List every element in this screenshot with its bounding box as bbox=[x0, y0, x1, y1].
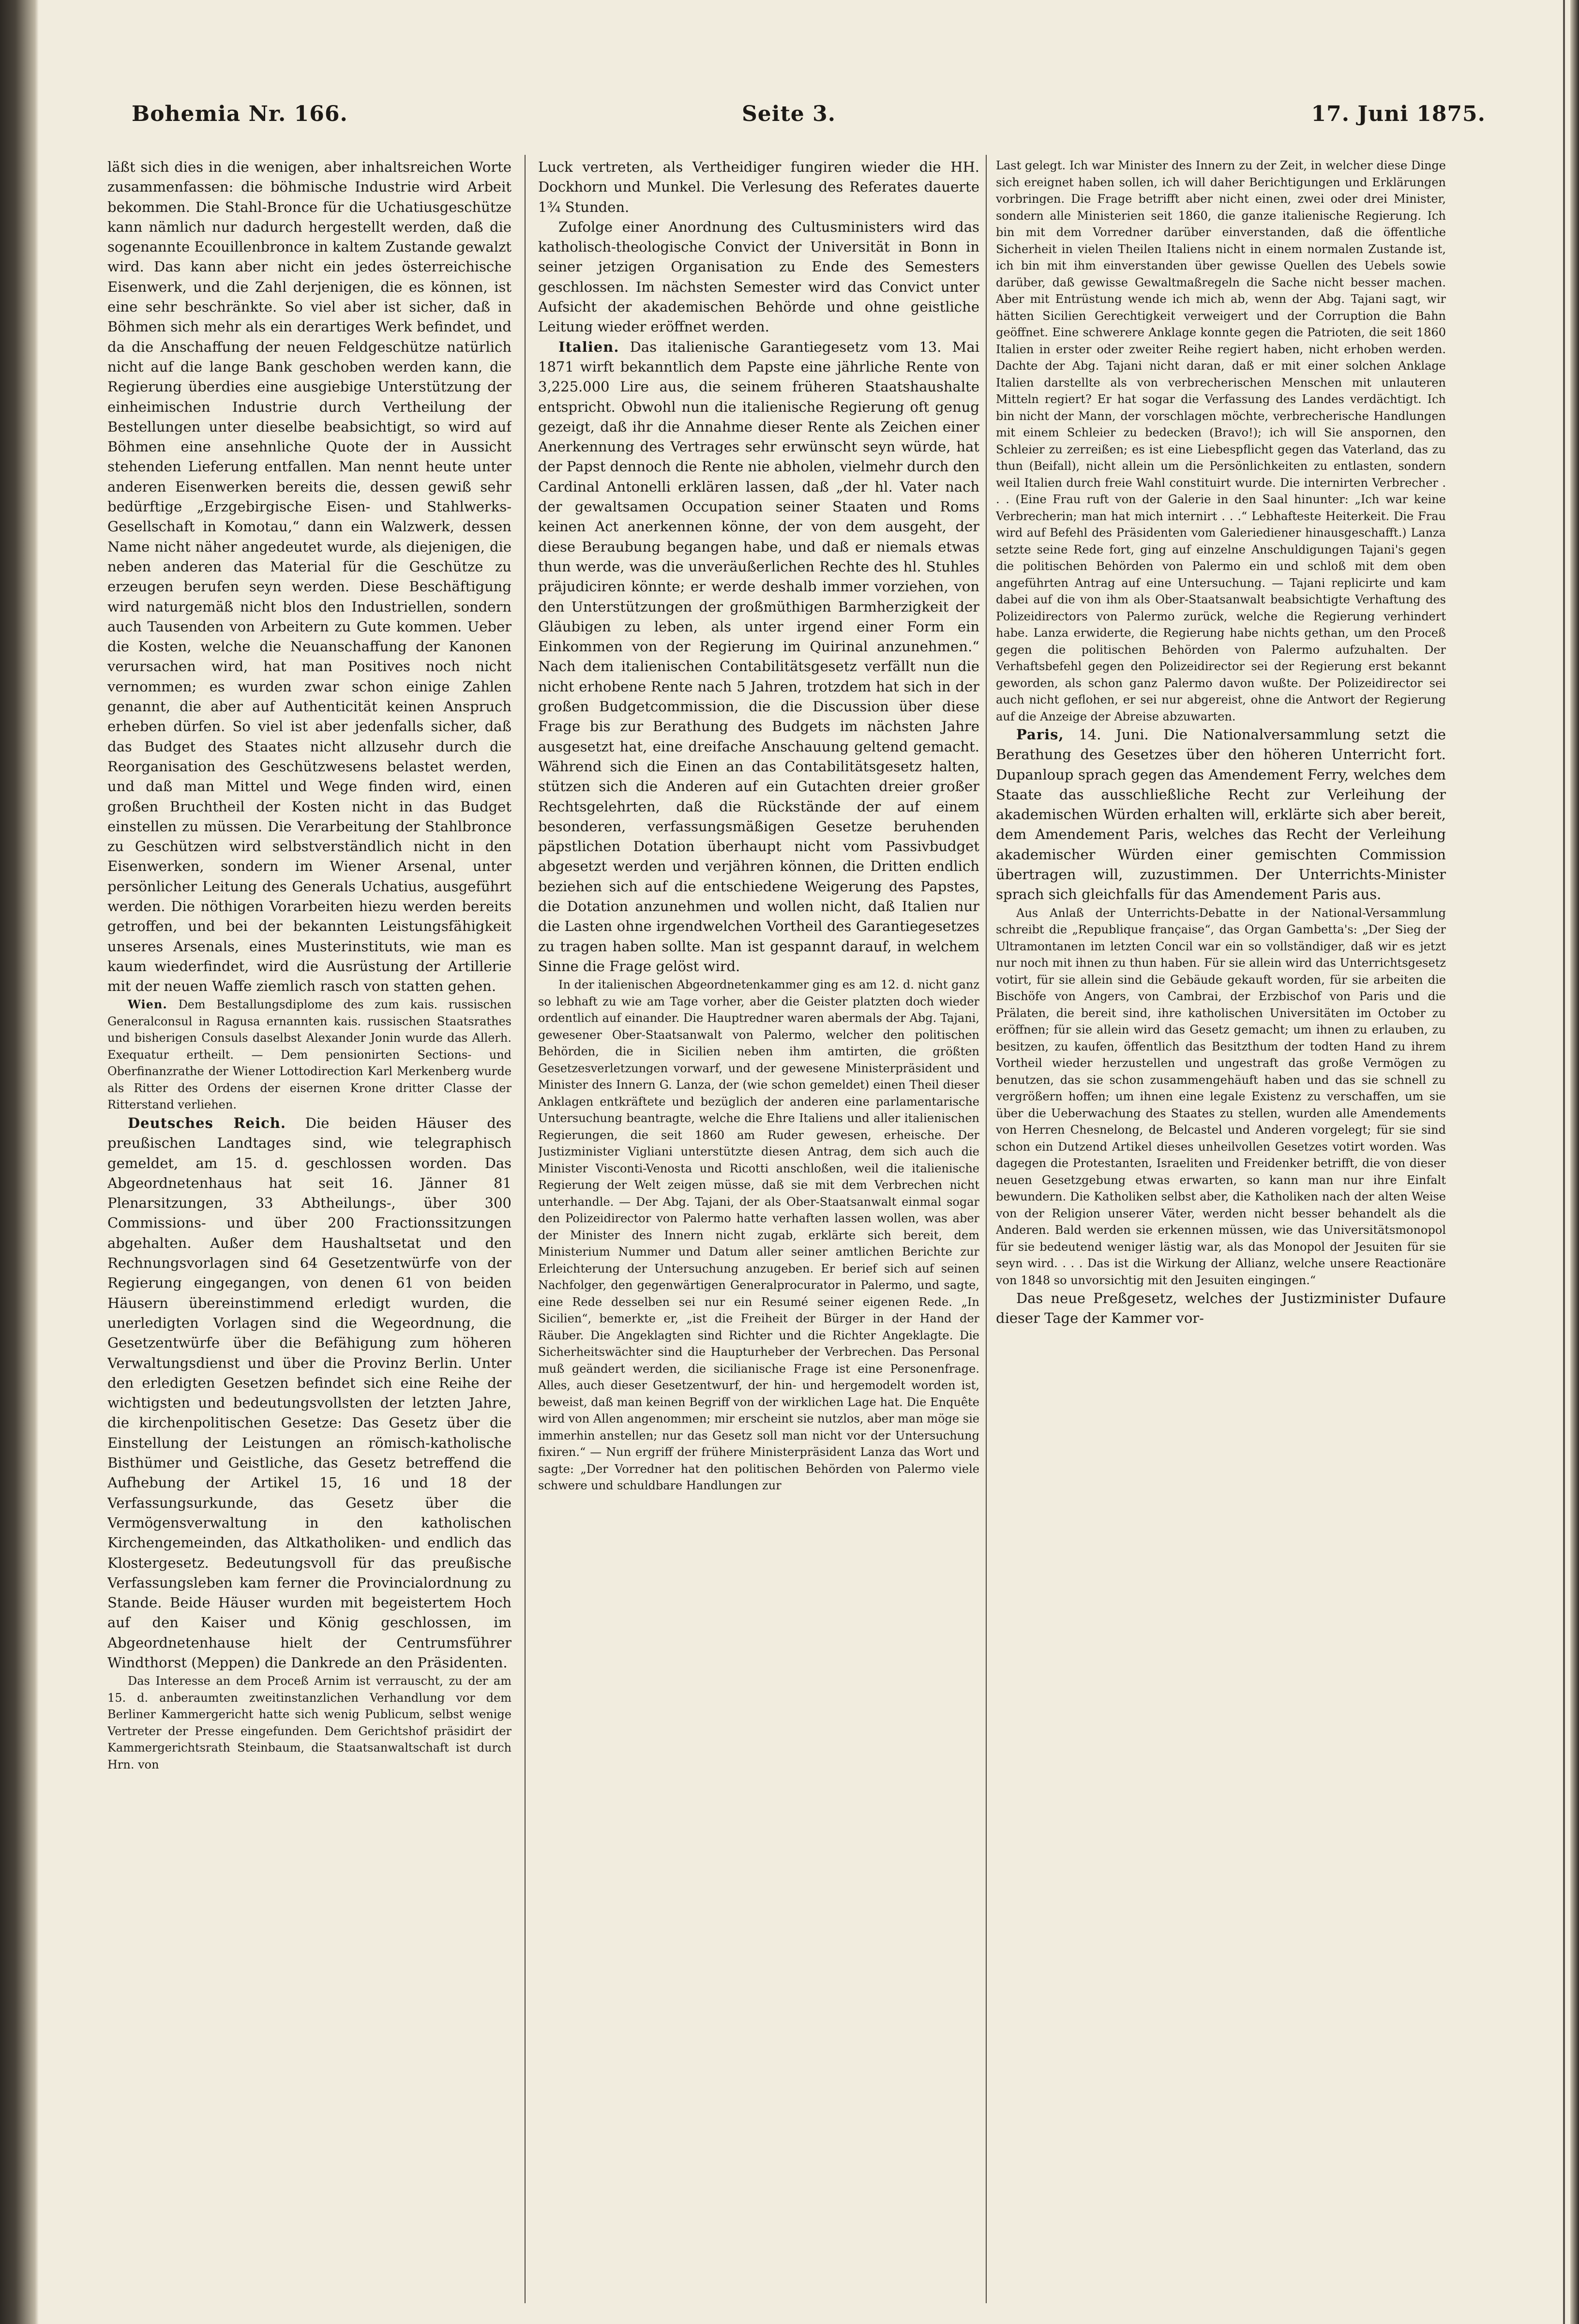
news-item-arnim: Das Interesse an dem Proceß Arnim ist verrauscht, zu der am 15. d. anberaumten zweitinstanzlichen Verhandlung vor dem Berliner Kammergericht hatte sich wenig Publicum, selbst wenige Vertreter der Presse eingefunden. Dem Gerichtshof präsidirt der Kammergerichtsrath Steinbaum, die Staatsanwaltschaft ist durch Hrn. von bbox=[107, 1674, 511, 1771]
news-item-bonn: Zufolge einer Anordnung des Cultusministers wird das katholisch-theologische Convict der Universität in Bonn in seiner jetzigen Organisation zu Ende des Semesters geschlossen. Im nächsten Semester wird das Convict unter Aufsicht der akademischen Behörde und ohne geistliche Leitung wieder eröffnet werden. bbox=[538, 218, 979, 335]
news-item-republique: Aus Anlaß der Unterrichts-Debatte in der National-Versammlung schreibt die „Republique française“, das Organ Gambetta's: „Der Sieg der Ultramontanen im letzten Concil war ein so vollständiger, daß wir es jetzt nur noch mit ihnen zu thun haben. Für sie allein wird das Unterrichtsgesetz votirt, für sie allein sind die Gebäude gekauft worden, für sie arbeiten die Bischöfe von Angers, von Cambrai, der Erzbischof von Paris und die Prälaten, die bereit sind, ihre katholischen Universitäten im October zu eröffnen; für sie allein wird das Gesetz gemacht; um ihnen zu erlauben, zu besitzen, zu kaufen, öffentlich das Besitzthum der todten Hand zu ihrem Vortheil wieder herzustellen und ungestraft das große Vermögen zu benutzen, das sie schon zusammengehäuft haben und das sie schnell zu vergrößern hoffen; um ihnen eine legale Existenz zu verschaffen, um sie über die Ueberwachung des Staates zu stellen, wurden alle Amendements von Herren Chesnelong, de Belcastel und Anderen vorgelegt; für sie sind schon ein Dutzend Artikel dieses unheilvollen Gesetzes votirt worden. Was dagegen die Protestanten, Israeliten und Freidenker betrifft, die von dieser neuen Gesetzgebung etwas erwarten, so kann man nur ihre Einfalt bewundern. Die Katholiken selbst aber, die Katholiken nach der alten Weise von der Religion unserer Väter, werden nicht besser behandelt als die Anderen. Bald werden sie erkennen müssen, wie das Universitätsmonopol für sie bedeutend weniger lästig war, als das Monopol der Jesuiten für sie seyn wird. . . . Das ist die Wirkung der Allianz, welche unsere Reactionäre von 1848 so unvorsichtig mit den Jesuiten eingingen.“ bbox=[996, 906, 1446, 1287]
article-text: Dem Bestallungsdiplome des zum kais. russischen Generalconsul in Ragusa ernannten kais. russischen Staatsrathes und bisherigen Consuls daselbst Alexander Jonin wurde das Allerh. Exequatur ertheilt. — Dem pensionirten Sections- und Oberfinanzrathe der Wiener Lottodirection Karl Merkenberg wurde als Ritter des Ordens der eisernen Krone dritter Classe der Ritterstand verliehen. bbox=[107, 998, 511, 1112]
news-item-wien bbox=[107, 996, 511, 1113]
dateline: Wien. bbox=[128, 997, 167, 1012]
article-text: läßt sich dies in die wenigen, aber inhaltsreichen Worte zusammenfassen: die böhmische Industrie wird Arbeit bekommen. Die Stahl-Bronce für die Uchatiusgeschütze kann nämlich nur dadurch hergestellt werden, daß die sogenannte Ecouillenbronce in kaltem Zustande gewalzt wird. Das kann aber nicht ein jedes österreichische Eisenwerk, und die Zahl derjenigen, die es können, ist eine sehr beschränkte. So viel aber ist sicher, daß in Böhmen sich mehr als ein derartiges Werk befindet, und da die Anschaffung der neuen Feldgeschütze natürlich nicht auf die lange Bank geschoben werden kann, die Regierung überdies eine ausgiebige Unterstützung der einheimischen Industrie durch Vertheilung der Bestellungen unter dieselbe beabsichtigt, so wird auf Böhmen eine ansehnliche Quote der in Aussicht stehenden Lieferung entfallen. Man nennt heute unter anderen Eisenwerken bereits die, dessen gewiß sehr bedürftige „Erzgebirgische Eisen- und Stahlwerks-Gesellschaft in Komotau,“ dann ein Walzwerk, dessen Name nicht näher angedeutet wurde, als diejenigen, die neben anderen das Material für die Geschütze zu erzeugen berufen seyn werden. Diese Beschäftigung wird naturgemäß nicht blos den Industriellen, sondern auch Tausenden von Arbeitern zu Gute kommen. Ueber die Kosten, welche die Neuanschaffung der Kanonen verursachen wird, hat man Positives noch nicht vernommen; es wurden zwar schon einige Zahlen genannt, die aber auf Authenticität keinen Anspruch erheben dürfen. So viel ist aber jedenfalls sicher, daß das Budget des Staates nicht allzusehr durch die Reorganisation des Geschützwesens belastet werden, und daß man Mittel und Wege finden wird, einen großen Bruchtheil der Kosten nicht in das Budget einstellen zu müssen. Die Verarbeitung der Stahlbronce zu Geschützen wird selbstverständlich nicht in den Eisenwerken, sondern im Wiener Arsenal, unter persönlicher Leitung des Generals Uchatius, ausgeführt werden. Die nöthigen Vorarbeiten hiezu werden bereits getroffen, und bei der bekannten Leistungsfähigkeit unseres Arsenals, eines Musterinstituts, wie man es kaum wiederfindet, wird die Ausrüstung der Artillerie mit der neuen Waffe ziemlich rasch von statten gehen. bbox=[107, 159, 511, 995]
page-edge bbox=[1570, 0, 1579, 2324]
scan-border-line bbox=[1563, 0, 1565, 2324]
news-item-paris bbox=[996, 725, 1446, 905]
column-rule bbox=[525, 155, 526, 2303]
article-text: Die beiden Häuser des preußischen Landtages sind, wie telegraphisch gemeldet, am 15. d. geschlossen worden. Das Abgeordnetenhaus hat seit 16. Jänner 81 Plenarsitzungen, 33 Abtheilungs-, über 300 Commissions- und über 200 Fractionssitzungen abgehalten. Außer dem Haushaltsetat und den Rechnungsvorlagen sind 64 Gesetzentwürfe von der Regierung eingegangen, von denen 61 von beiden Häusern übereinstimmend erledigt wurden, die unerledigten Vorlagen sind die Wegeordnung, die Gesetzentwürfe über die Befähigung zum höheren Verwaltungsdienst und über die Provinz Berlin. Unter den erledigten Gesetzen befindet sich eine Reihe der wichtigsten und bedeutungsvollsten der letzten Jahre, die kirchenpolitischen Gesetze: Das Gesetz über die Einstellung der Leistungen an römisch-katholische Bisthümer und Geistliche, das Gesetz betreffend die Aufhebung der Artikel 15, 16 und 18 der Verfassungsurkunde, das Gesetz über die Vermögensverwaltung in den katholischen Kirchengemeinden, das Altkatholiken- und endlich das Klostergesetz. Bedeutungsvoll für das preußische Verfassungsleben kam ferner die Provincialordnung zu Stande. Beide Häuser wurden mit begeistertem Hoch auf den Kaiser und König geschlossen, im Abgeordnetenhause hielt der Centrumsführer Windthorst (Meppen) die Dankrede an den Präsidenten. bbox=[107, 1114, 511, 1671]
masthead-issue: Bohemia Nr. 166. bbox=[132, 102, 348, 126]
column-rule bbox=[986, 155, 987, 2303]
article-text: Last gelegt. Ich war Minister des Innern zu der Zeit, in welcher diese Dinge sich ereignet haben sollen, ich will daher Berichtigungen und Erklärungen vorbringen. Die Frage betrifft aber nicht einen, zwei oder drei Minister, sondern alle Ministerien seit 1860, die ganze italienische Regierung. Ich bin mit dem Vorredner darüber einverstanden, daß die öffentliche Sicherheit in vielen Theilen Italiens nicht in einem normalen Zustande ist, ich bin mit ihm einverstanden über gewisse Quellen des Uebels sowie darüber, daß gewisse Gewaltmaßregeln die Sache nicht besser machen. Aber mit Entrüstung wende ich mich ab, wenn der Abg. Tajani sagt, wir hätten Sicilien Gerechtigkeit verweigert und der Corruption die Bahn geöffnet. Eine schwerere Anklage konnte gegen die Patrioten, die seit 1860 Italien in erster oder zweiter Reihe regiert haben, nicht erhoben werden. Dachte der Abg. Tajani nicht daran, daß er mit einer solchen Anklage Italien darstellte als von verbrecherischen Menschen mit unlauteren Mitteln regiert? Er hat sogar die Verfassung des Landes verdächtigt. Ich bin nicht der Mann, der vorschlagen möchte, verbrecherische Handlungen mit einem Schleier zu bedecken (Bravo!); ich will Sie anspornen, den Schleier zu zerreißen; es ist eine Liebespflicht gegen das Vaterland, das zu thun (Beifall), nicht allein um die Persönlichkeiten zu entlasten, sondern weil Italien durch freie Wahl constituirt wurde. Die internirten Verbrecher . . . (Eine Frau ruft von der Galerie in den Saal hinunter: „Ich war keine Verbrecherin; man hat mich internirt . . .“ Lebhafteste Heiterkeit. Die Frau wird auf Befehl des Präsidenten vom Galeriediener hinausgeschafft.) Lanza setzte seine Rede fort, ging auf einzelne Anschuldigungen Tajani's gegen die politischen Behörden von Palermo ein und schloß mit dem oben angeführten Antrag auf eine Untersuchung. — Tajani replicirte und kam dabei auf die von ihm als Ober-Staatsanwalt beabsichtigte Verhaftung des Polizeidirectors von Palermo zurück, welche die Regierung verhindert habe. Lanza erwiderte, die Regierung habe nichts gethan, um den Proceß gegen die politischen Behörden von Palermo aufzuhalten. Der Verhaftsbefehl gegen den Polizeidirector sei der Regierung erst bekannt geworden, als schon ganz Palermo davon wußte. Der Polizeidirector sei auch nicht geflohen, er sei nur abgereist, ohne die Antwort der Regierung auf die Anzeige der Abreise abzuwarten. bbox=[996, 159, 1446, 723]
dateline: Paris, bbox=[1016, 726, 1064, 743]
column-2 bbox=[538, 157, 979, 2277]
news-item-pressgesetz: Das neue Preßgesetz, welches der Justizminister Dufaure dieser Tage der Kammer vor- bbox=[996, 1290, 1446, 1327]
section-heading: Deutsches Reich. bbox=[128, 1114, 286, 1131]
column-1 bbox=[107, 157, 511, 2277]
column-3 bbox=[996, 157, 1446, 2296]
binding-shadow bbox=[0, 0, 39, 2324]
news-item-italien bbox=[538, 337, 979, 977]
news-item-kammer: In der italienischen Abgeordnetenkammer ging es am 12. d. nicht ganz so lebhaft zu wie am Tage vorher, aber die Geister platzten doch wieder ordentlich auf einander. Die Hauptredner waren abermals der Abg. Tajani, gewesener Ober-Staatsanwalt von Palermo, welcher den politischen Behörden, die in Sicilien neben ihm amtirten, die größten Gesetzesverletzungen vorwarf, und der gewesene Ministerpräsident und Minister des Innern G. Lanza, der (wie schon gemeldet) einen Theil dieser Anklagen entkräftete und bezüglich der anderen eine parlamentarische Untersuchung beantragte, welche die Ehre Italiens und aller italienischen Regierungen, die seit 1860 am Ruder gewesen, erheische. Der Justizminister Vigliani unterstützte diesen Antrag, dem sich auch die Minister Visconti-Venosta und Ricotti anschloßen, weil die italienische Regierung der Welt zeigen müsse, daß sie mit dem Verbrechen nicht unterhandle. — Der Abg. Tajani, der als Ober-Staatsanwalt einmal sogar den Polizeidirector von Palermo hatte verhaften lassen wollen, was aber der Minister des Innern nicht zugab, erklärte sich bereit, dem Ministerium Nummer und Datum aller seiner amtlichen Berichte zur Erleichterung der Untersuchung anzugeben. Er berief sich auf seinen Nachfolger, den gegenwärtigen Generalprocurator in Palermo, und sagte, eine Rede desselben sei nur ein Resumé seiner eigenen Rede. „In Sicilien“, bemerkte er, „ist die Freiheit der Bürger in der Hand der Räuber. Die Angeklagten sind Richter und die Richter Angeklagte. Die Sicherheitswächter sind die Haupturheber der Verbrechen. Das Personal muß geändert werden, die sicilianische Frage ist eine Personenfrage. Alles, auch dieser Gesetzentwurf, der hin- und hergemodelt worden ist, beweist, daß man keinen Begriff von der wirklichen Lage hat. Die Enquête wird von Allen angenommen; mir erscheint sie nutzlos, aber man möge sie immerhin anstellen; nur das Gesetz soll man nicht vor der Untersuchung fixiren.“ — Nun ergriff der frühere Ministerpräsident Lanza das Wort und sagte: „Der Vorredner hat den politischen Behörden von Palermo viele schwere und schuldbare Handlungen zur bbox=[538, 978, 979, 1493]
news-item-deutsches-reich bbox=[107, 1113, 511, 1673]
issue-date: 17. Juni 1875. bbox=[1311, 102, 1486, 126]
article-text: Luck vertreten, als Vertheidiger fungiren wieder die HH. Dockhorn und Munkel. Die Verlesung des Referates dauerte 1¾ Stunden. bbox=[538, 159, 979, 215]
article-text: 14. Juni. Die Nationalversammlung setzt die Berathung des Gesetzes über den höheren Unterricht fort. Dupanloup sprach gegen das Amendement Ferry, welches dem Staate das ausschließliche Recht zur Verleihung der akademischen Würden erhalten will, erklärte sich aber bereit, dem Amendement Paris, welches das Recht der Verleihung akademischer Würden einer gemischten Commission übertragen will, zuzustimmen. Der Unterrichts-Minister sprach sich gleichfalls für das Amendement Paris aus. bbox=[996, 726, 1446, 903]
article-text: Das italienische Garantiegesetz vom 13. Mai 1871 wirft bekanntlich dem Papste eine jährliche Rente von 3,225.000 Lire aus, die seinem früheren Staatshaushalte entspricht. Obwohl nun die italienische Regierung oft genug gezeigt, daß ihr die Annahme dieser Rente als Zeichen einer Anerkennung des Vertrages sehr erwünscht seyn würde, hat der Papst dennoch die Rente nie abholen, vielmehr durch den Cardinal Antonelli erklären lassen, daß „der hl. Vater nach der gewaltsamen Occupation seiner Staaten und Roms keinen Act anerkennen könne, der von dem ausgeht, der diese Beraubung begangen habe, und daß er niemals etwas thun werde, was die unveräußerlichen Rechte des hl. Stuhles präjudiciren könnte; er werde deshalb immer vorziehen, von den Unterstützungen der großmüthigen Barmherzigkeit der Gläubigen zu leben, als unter irgend einer Form ein Einkommen von der Regierung im Quirinal anzunehmen.“ Nach dem italienischen Contabilitätsgesetz verfällt nun die nicht erhobene Rente nach 5 Jahren, trotzdem hat sich in der großen Budgetcommission, die die Discussion über diese Frage bis zur Berathung des Budgets im nächsten Jahre ausgesetzt hat, eine dreifache Anschauung geltend gemacht. Während sich die Einen an das Contabilitätsgesetz halten, stützen sich die Anderen auf ein Gutachten dreier großer Rechtsgelehrten, daß die Rückstände der auf einem besonderen, verfassungsmäßigen Gesetze beruhenden päpstlichen Dotation überhaupt nicht vom Passivbudget abgesetzt werden und verjähren können, die Dritten endlich beziehen sich auf die entschiedene Weigerung des Papstes, die Dotation anzunehmen und wollen nicht, daß Italien nur die Lasten ohne irgendwelchen Vortheil des Garantiegesetzes zu tragen haben sollte. Man ist gespannt darauf, in welchem Sinne die Frage gelöst wird. bbox=[538, 338, 979, 975]
section-heading: Italien. bbox=[558, 338, 619, 355]
page-number: Seite 3. bbox=[741, 102, 836, 126]
